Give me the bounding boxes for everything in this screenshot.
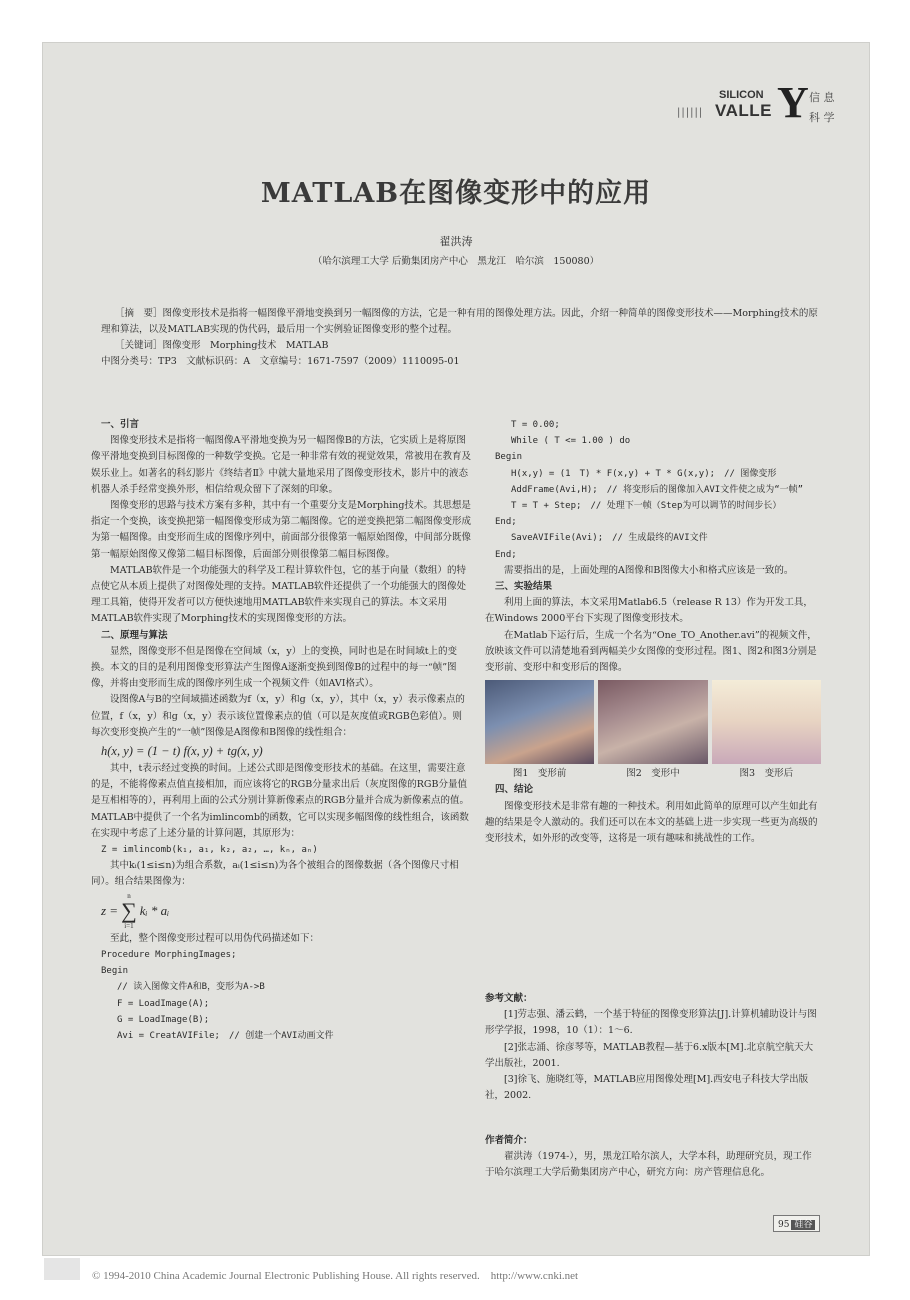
reference-item: [1]劳志强、潘云鹤，一个基于特征的图像变形算法[J].计算机辅助设计与图形学学报，1998，10（1）：1～6. xyxy=(485,1009,817,1037)
code-line: End; xyxy=(495,517,517,528)
sigma-symbol xyxy=(121,892,137,930)
logo-silicon-text: SILICON xyxy=(719,89,764,101)
code-imlincomb: Z = imlincomb(k₁, a₁, k₂, a₂, …, kₙ, aₙ) xyxy=(101,845,318,856)
code-line: F = LoadImage(A); xyxy=(117,998,210,1009)
figure-caption: 图1 变形前 xyxy=(512,768,567,780)
author-info xyxy=(485,1133,821,1182)
sigma-upper: n xyxy=(127,891,131,900)
section-heading-results: 三、实验结果 xyxy=(495,581,553,593)
paragraph: 显然，图像变形不但是图像在空间域（x，y）上的变换，同时也是在时间域t上的变换。本文的目的是利用图像变形算法产生图像A逐渐变换到图像B的过程中的每一“帧”图像，并将由变形而生成的图像序列生成一个视频文件（如AVI格式）。 xyxy=(91,645,458,690)
paragraph: 图像变形技术是指将一幅图像A平滑地变换为另一幅图像B的方法，它实质上是将原图像平滑地变换到目标图像的一种数学变换。它是一种非常有效的视觉效果，常被用在教育及娱乐业上。如著名的科幻影片《终结者Ⅱ》中就大量地采用了图像变形技术，影片中的液态机器人杀手经常变换外形，相信给观众留下了深刻的印象。 xyxy=(91,435,472,495)
formula-linear-combination: h(x, y) = (1 − t) f(x, y) + tg(x, y) xyxy=(101,744,263,759)
figure-caption: 图3 变形后 xyxy=(739,768,794,780)
page-number-value: 95 xyxy=(778,1220,790,1230)
figure-3-image xyxy=(712,680,821,764)
article-title: MATLAB在图像变形中的应用 xyxy=(260,178,652,209)
logo-bars: |||||| xyxy=(677,107,704,118)
code-line: Begin xyxy=(101,966,129,977)
code-line: SaveAVIFile(Avi); // 生成最终的AVI文件 xyxy=(511,533,708,544)
logo-valley-text: VALLE xyxy=(715,101,772,120)
paragraph: 设图像A与B的空间域描述函数为f（x，y）和g（x，y），其中（x，y）表示像素点的位置，f（x，y）和g（x，y）表示该位置像素点的值（可以是灰度值或RGB色彩值）。则每次变形变换产生的“一帧”图像是A图像和B图像的线性组合： xyxy=(91,694,465,738)
paragraph: 其中，t表示经过变换的时间。上述公式即是图像变形技术的基础。在这里，需要注意的是，不能将像素点值直接相加，而应该将它的RGB分量求出后（灰度图像的RGB分量值是互相相等的），再利用上面的公式分别计算新像素点的RGB分量并合成为新像素点的值。MATLAB中提供了一个名为imlincomb的函数，它可以实现多幅图像的线性组合，该函数在实现中考虑了上述分量的计算问题，其原形为： xyxy=(91,763,469,839)
code-line: While ( T <= 1.00 ) do xyxy=(511,436,631,447)
figure-captions xyxy=(485,766,821,782)
references xyxy=(485,991,821,1104)
paragraph: 至此，整个图像变形过程可以用伪代码描述如下： xyxy=(110,932,320,944)
article-author: 翟洪涛 xyxy=(439,235,473,248)
reference-item: [3]徐飞、施晓红等，MATLAB应用图像处理[M].西安电子科技大学出版社，2002. xyxy=(485,1074,809,1102)
paragraph: 在Matlab下运行后，生成一个名为“One_TO_Another.avi”的视频文件，放映该文件可以清楚地看到两幅美少女图像的变形过程。图1、图2和图3分别是变形前、变形中和变形后的图像。 xyxy=(485,629,817,674)
references-heading: 参考文献： xyxy=(485,993,533,1004)
left-column xyxy=(91,417,471,1044)
paragraph: 其中kᵢ(1≤i≤n)为组合系数，aᵢ(1≤i≤n)为各个被组合的图像数据（各个图像尺寸相同）。组合结果图像为： xyxy=(91,860,459,888)
page-number xyxy=(773,1215,820,1232)
cnki-logo xyxy=(44,1258,80,1280)
reference-item: [2]张志涌、徐彦琴等，MATLAB教程—基于6.x版本[M].北京航空航天大学出版社，2001. xyxy=(485,1041,814,1069)
author-info-text: 翟洪涛（1974-），男，黑龙江哈尔滨人，大学本科，助理研究员，现工作于哈尔滨理工大学后勤集团房产中心，研究方向：房产管理信息化。 xyxy=(485,1151,812,1179)
keywords: ［关键词］图像变形 Morphing技术 MATLAB xyxy=(115,340,329,351)
code-line: End; xyxy=(495,549,517,560)
copyright-footer: © 1994-2010 China Academic Journal Electronic Publishing House. All rights reserved. http://www.cnki.net xyxy=(92,1270,579,1282)
paragraph: 需要指出的是，上面处理的A图像和B图像大小和格式应该是一致的。 xyxy=(504,564,794,576)
journal-page xyxy=(42,42,870,1256)
code-line: Avi = CreatAVIFile; // 创建一个AVI动画文件 xyxy=(117,1030,334,1041)
figure-1-image xyxy=(485,680,594,764)
sigma-lower: i=1 xyxy=(124,921,134,930)
code-line: H(x,y) = (1 T) * F(x,y) + T * G(x,y); // 图像变形 xyxy=(511,468,777,479)
figure-2-image xyxy=(598,680,707,764)
sigma-glyph: ∑ xyxy=(121,897,137,923)
section-heading-principle: 二、原理与算法 xyxy=(101,629,168,641)
figure-caption: 图2 变形中 xyxy=(626,768,680,780)
section-heading-conclusion: 四、结论 xyxy=(495,784,534,796)
formula-sum-left: z = xyxy=(101,902,119,918)
code-line: AddFrame(Avi,H); // 将变形后的图像加入AVI文件使之成为“一帧” xyxy=(511,484,804,495)
formula-sum xyxy=(91,891,471,931)
code-line: // 读入图像文件A和B，变形为A->B xyxy=(117,982,265,993)
abstract-block xyxy=(101,306,823,370)
article-affiliation: （哈尔滨理工大学 后勤集团房产中心 黑龙江 哈尔滨 150080） xyxy=(312,256,600,267)
classification-line: 中图分类号：TP3 文献标识码：A 文章编号：1671-7597（2009）1110095-01 xyxy=(101,356,460,367)
code-line: T = 0.00; xyxy=(511,420,560,430)
code-line: T = T + Step; // 处理下一帧（Step为可以调节的时间步长） xyxy=(511,501,782,512)
author-info-heading: 作者简介： xyxy=(485,1135,533,1146)
journal-logo xyxy=(677,78,847,127)
figure-row xyxy=(485,680,821,764)
page-tag: 硅谷 xyxy=(791,1220,815,1230)
code-line: Procedure MorphingImages; xyxy=(101,949,237,960)
paragraph: 图像变形技术是非常有趣的一种技术。利用如此简单的原理可以产生如此有趣的结果是令人激动的。我们还可以在本文的基础上进一步实现一些更为高级的变形技术，如外形的改变等，这将是一项有趣味和挑战性的工作。 xyxy=(485,800,818,845)
logo-xinxi-text: 信 息 xyxy=(809,91,835,104)
code-line: G = LoadImage(B); xyxy=(117,1014,210,1025)
right-column xyxy=(485,417,821,847)
paragraph: 利用上面的算法，本文采用Matlab6.5（release R 13）作为开发工具，在Windows 2000平台下实现了图像变形技术。 xyxy=(485,597,813,625)
logo-y-letter: Y xyxy=(777,78,809,127)
formula-sum-right: kᵢ * aᵢ xyxy=(139,902,170,918)
code-line: Begin xyxy=(495,452,523,463)
paragraph: MATLAB软件是一个功能强大的科学及工程计算软件包，它的基于向量（数组）的特点使它从本质上提供了对图像处理的支持。MATLAB软件还提供了一个功能强大的图像处理工具箱，使得开发者可以方便快速地用MATLAB软件来实现自己的算法。本文采用MATLAB软件实现了Morphing技术的实现图像变形的方法。 xyxy=(91,564,467,625)
section-heading-intro: 一、引言 xyxy=(101,419,140,430)
logo-kexue-text: 科 学 xyxy=(809,111,835,124)
abstract-text: ［摘 要］图像变形技术是指将一幅图像平滑地变换到另一幅图像的方法，它是一种有用的图像处理方法。因此，介绍一种简单的图像变形技术——Morphing技术的原理和算法，以及MATLAB实现的伪代码，最后用一个实例验证图像变形的整个过程。 xyxy=(101,308,818,335)
paragraph: 图像变形的思路与技术方案有多种，其中有一个重要分支是Morphing技术。其思想是指定一个变换，该变换把第一幅图像变形成为第二幅图像。它的逆变换把第二幅图像变形成为第一幅图像。由变形而生成的图像序列中，前面部分很像第一幅原始图像，中间部分既像第一幅原始图像又像第二幅目标图像，后面部分则很像第二幅目标图像。 xyxy=(91,500,472,560)
